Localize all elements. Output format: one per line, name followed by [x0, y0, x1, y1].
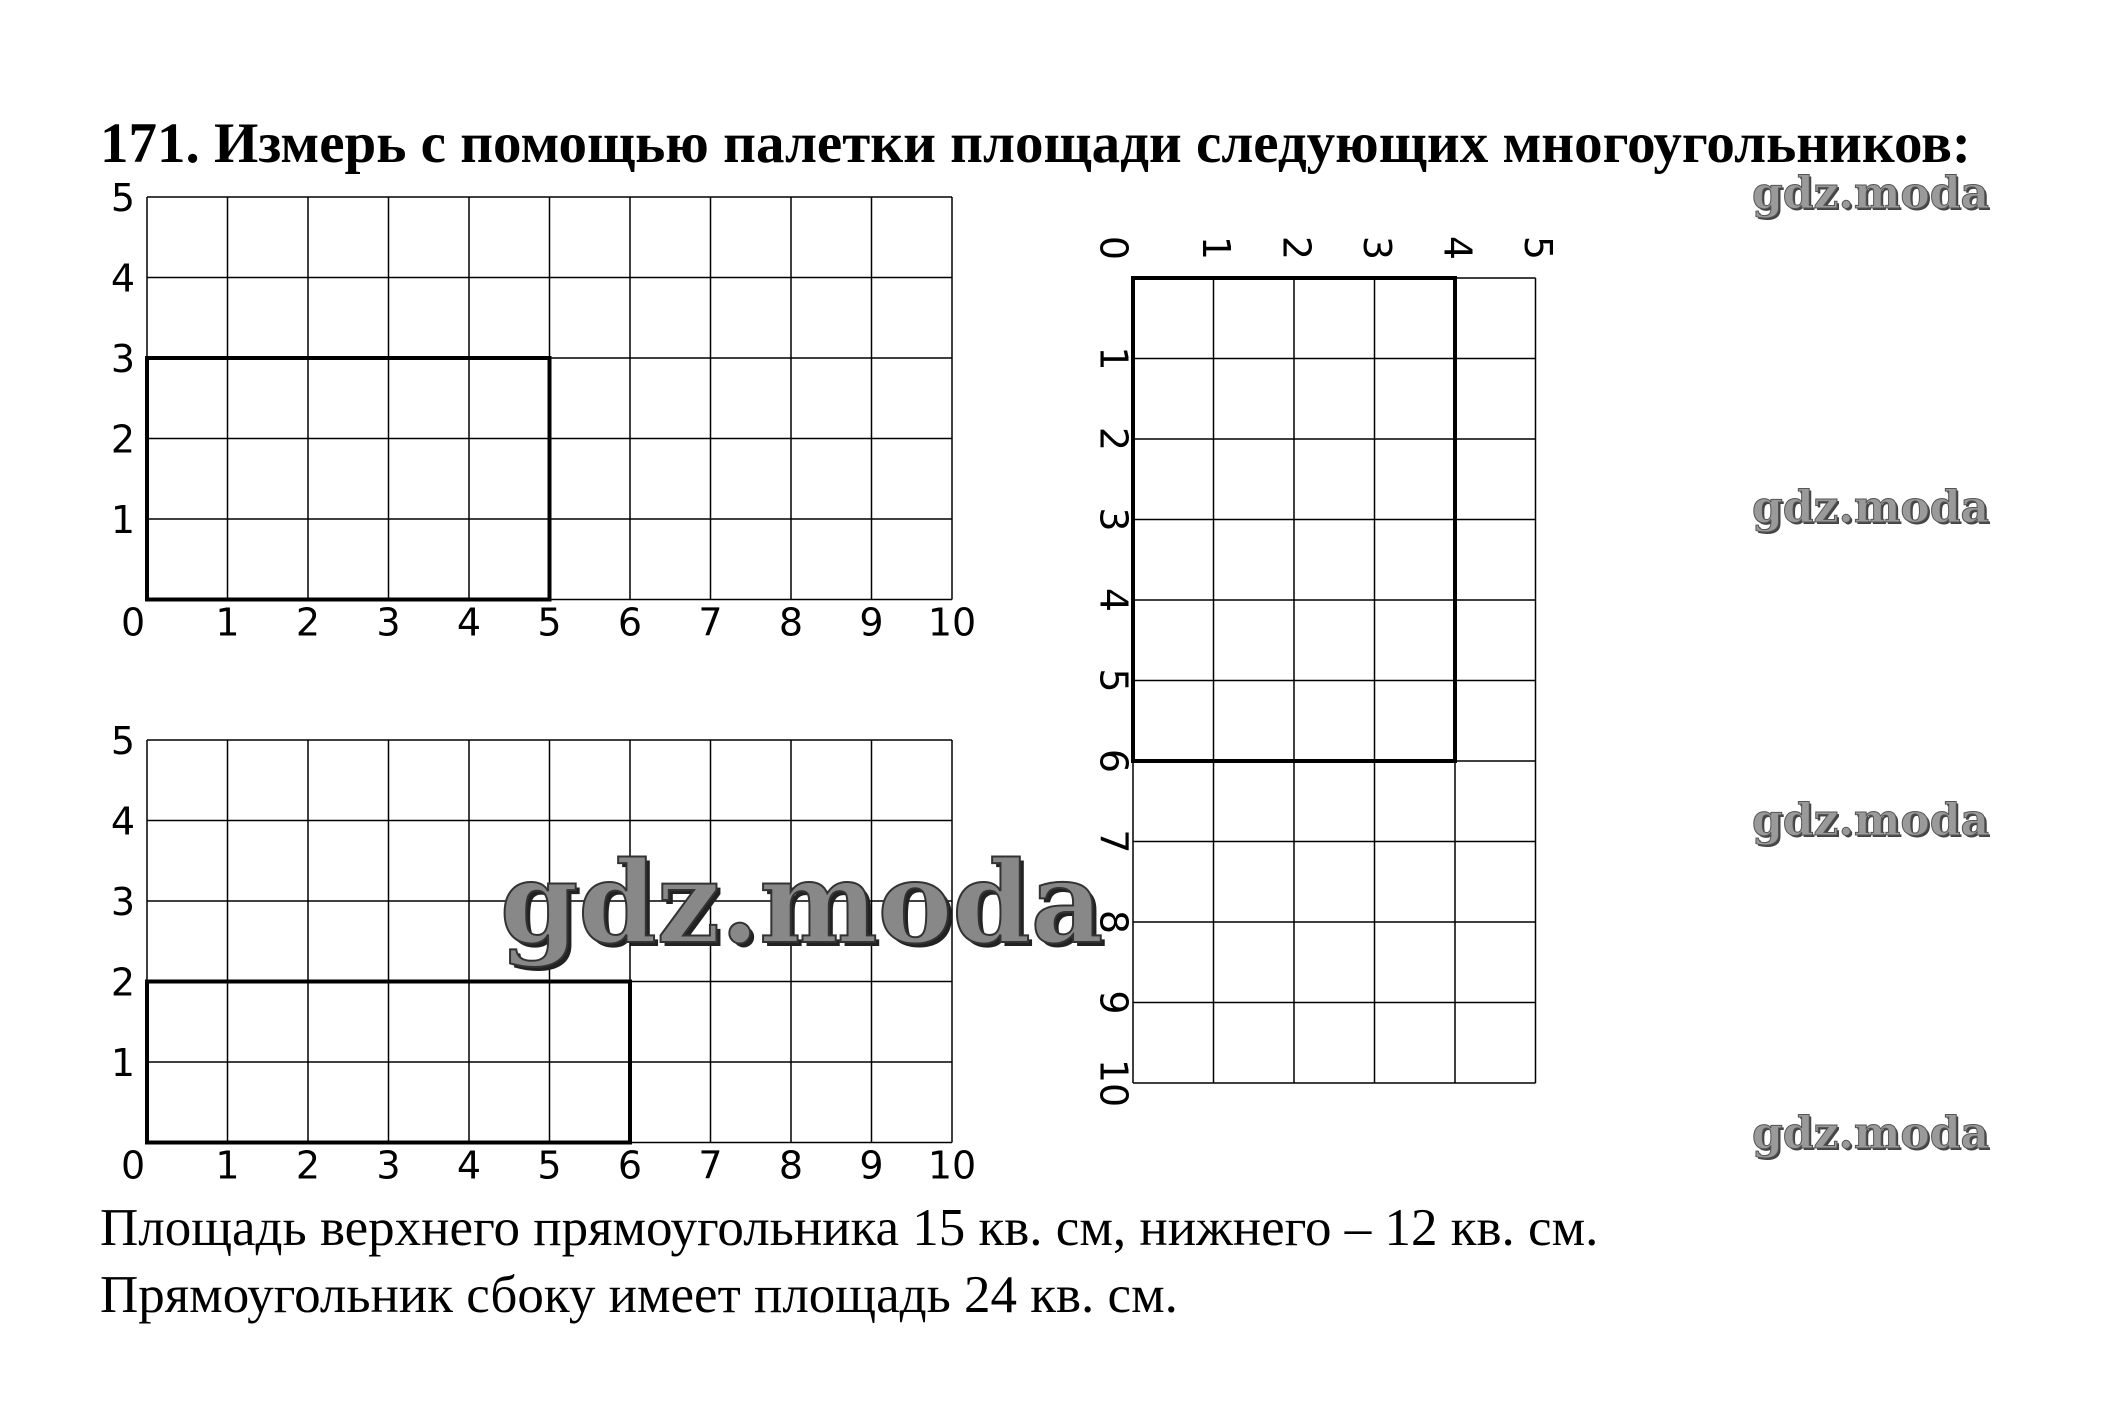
x-tick-label: 0: [121, 600, 146, 645]
y-tick-label: 4: [110, 799, 135, 844]
watermark-1: gdz.moda: [1752, 168, 1990, 219]
x-tick-label: 3: [376, 1143, 401, 1188]
left-tick-label: 8: [1091, 909, 1136, 935]
watermark-large: gdz.moda: [500, 838, 1104, 969]
top-tick-label: 3: [1355, 235, 1399, 261]
x-tick-label: 7: [698, 600, 723, 645]
x-tick-label: 5: [537, 1143, 562, 1188]
left-tick-label: 5: [1091, 668, 1136, 693]
left-tick-label: 3: [1091, 507, 1136, 532]
x-tick-label: 6: [617, 1143, 643, 1188]
answer-line-2: Прямоугольник сбоку имеет площадь 24 кв. см.: [100, 1266, 1178, 1324]
grid-top-left-rect: [147, 358, 550, 600]
x-tick-label: 3: [376, 600, 401, 645]
left-tick-label: 4: [1091, 587, 1136, 613]
y-tick-label: 5: [110, 176, 135, 220]
y-tick-label: 2: [110, 960, 135, 1005]
y-tick-label: 5: [110, 719, 135, 763]
left-tick-label: 1: [1091, 346, 1136, 371]
x-tick-label: 0: [121, 1143, 146, 1188]
x-tick-label: 5: [537, 600, 562, 645]
top-tick-label: 5: [1516, 235, 1560, 261]
x-tick-label: 10: [927, 1143, 977, 1188]
x-tick-label: 8: [778, 600, 804, 645]
x-tick-label: 9: [859, 600, 884, 645]
left-tick-label: 6: [1091, 748, 1136, 774]
x-tick-label: 10: [927, 600, 977, 645]
left-tick-label: 0: [1091, 235, 1136, 261]
watermark-4: gdz.moda: [1752, 1108, 1990, 1159]
grid-right-lines: [1133, 278, 1536, 1083]
x-tick-label: 4: [456, 600, 482, 645]
x-tick-label: 7: [698, 1143, 723, 1188]
left-tick-label: 7: [1091, 829, 1136, 854]
grid-top-left: [110, 176, 977, 655]
top-tick-label: 2: [1274, 235, 1319, 261]
measured-rectangle: [147, 358, 550, 600]
x-tick-label: 6: [617, 600, 643, 645]
left-tick-label: 9: [1091, 990, 1136, 1015]
top-tick-label: 4: [1435, 235, 1480, 261]
y-tick-label: 1: [110, 1041, 135, 1085]
x-tick-label: 9: [859, 1143, 884, 1188]
x-tick-label: 1: [215, 600, 240, 645]
y-tick-label: 2: [110, 417, 135, 462]
x-tick-label: 8: [778, 1143, 804, 1188]
x-tick-label: 2: [295, 600, 321, 645]
answer-line-1: Площадь верхнего прямоугольника 15 кв. см, нижнего – 12 кв. см.: [100, 1199, 1599, 1257]
grid-right-labels: [1092, 236, 1561, 1107]
grid-right: [1090, 230, 1570, 1130]
exercise-title: 171. Измерь с помощью палетки площади следующих многоугольников:: [100, 112, 1971, 175]
y-tick-label: 3: [110, 880, 135, 924]
grid-top-left-labels: [111, 176, 976, 645]
x-tick-label: 2: [295, 1143, 321, 1188]
y-tick-label: 4: [110, 256, 135, 301]
y-tick-label: 1: [110, 498, 135, 542]
top-tick-label: 1: [1194, 235, 1238, 261]
watermark-2: gdz.moda: [1752, 482, 1990, 533]
x-tick-label: 1: [215, 1143, 240, 1188]
y-tick-label: 3: [110, 337, 135, 381]
watermark-3: gdz.moda: [1752, 795, 1990, 846]
left-tick-label: 10: [1091, 1058, 1136, 1108]
x-tick-label: 4: [456, 1143, 482, 1188]
left-tick-label: 2: [1091, 426, 1136, 452]
